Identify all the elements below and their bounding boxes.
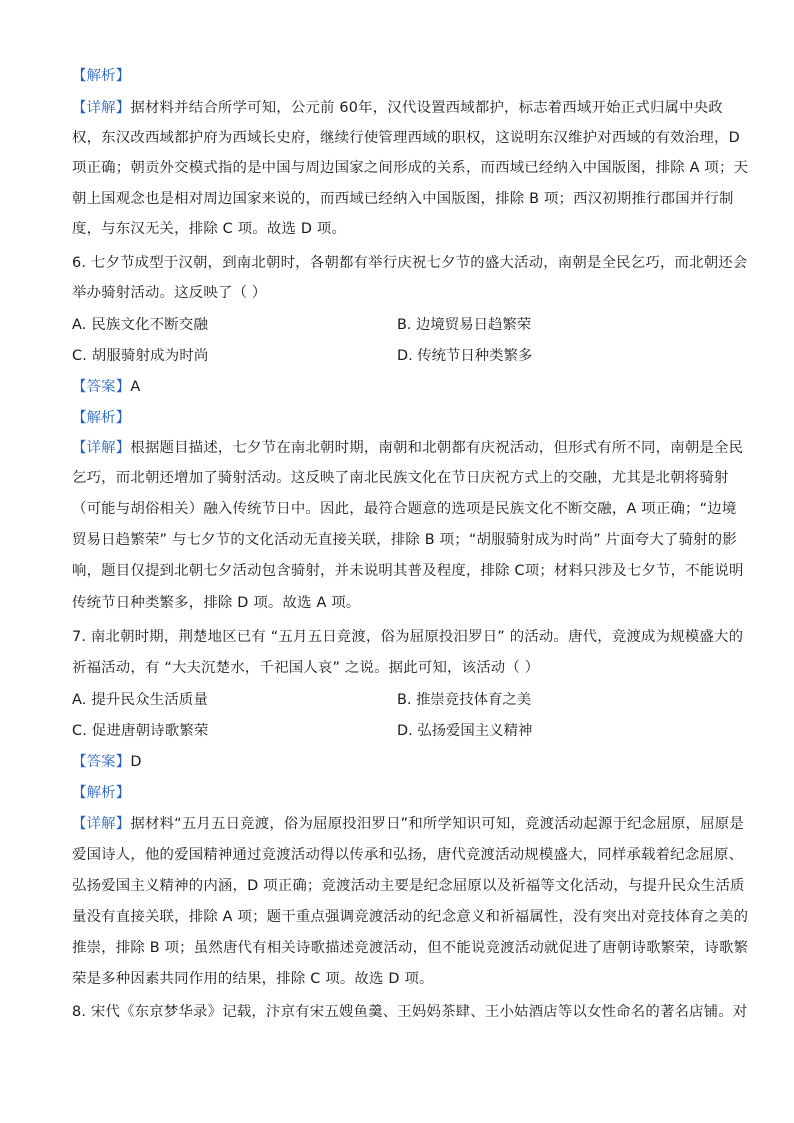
- question-stem: 8. 宋代《东京梦华录》记载，汴京有宋五嫂鱼羹、王妈妈茶肆、王小姑酒店等以女性命名的著名店铺。对: [72, 1004, 748, 1020]
- option-d: D. 传统节日种类繁多: [397, 348, 533, 364]
- detail-line: 贸易日趋繁荣” 与七夕节的文化活动无直接关联，排除 B 项；“胡服骑射成为时尚” 片面夸大了骑射的影: [72, 532, 737, 548]
- detail-line: 推崇，排除 B 项；虽然唐代有相关诗歌描述竞渡活动，但不能说竞渡活动就促进了唐朝诗歌繁荣，诗歌繁: [72, 940, 749, 956]
- detail-line: 【详解】据材料并结合所学可知，公元前 60年，汉代设置西域都护，标志着西域开始正式归属中央政: [72, 100, 723, 116]
- detail-line: 乞巧，而北朝还增加了骑射活动。这反映了南北民族文化在节日庆祝方式上的交融，尤其是北朝将骑射: [72, 470, 729, 486]
- detail-line: 权，东汉改西域都护府为西域长史府，继续行使管理西域的职权，这说明东汉维护对西域的有效治理，D: [72, 130, 740, 146]
- option-a: A. 提升民众生活质量: [72, 692, 209, 708]
- analysis-label: 【解析】: [72, 785, 131, 801]
- option-d: D. 弘扬爱国主义精神: [397, 723, 533, 739]
- detail-line: 项正确；朝贡外交模式指的是中国与周边国家之间形成的关系，而西域已经纳入中国版图，排除 A 项；天: [72, 160, 749, 176]
- detail-line: 爱国诗人，他的爱国精神通过竞渡活动得以传承和弘扬，唐代竞渡活动规模盛大，同样承载着纪念屈原、: [72, 847, 744, 863]
- question-stem: 举办骑射活动。这反映了（ ）: [72, 285, 267, 301]
- detail-line: 量没有直接关联，排除 A 项；题干重点强调竞渡活动的纪念意义和祈福属性，没有突出对竞技体育之美的: [72, 909, 749, 925]
- analysis-label: 【解析】: [72, 410, 131, 426]
- detail-line: 传统节日种类繁多，排除 D 项。故选 A 项。: [72, 595, 361, 611]
- detail-line: 响，题目仅提到北朝七夕活动包含骑射，并未说明其普及程度，排除 C项；材料只涉及七夕节，不能说明: [72, 563, 744, 579]
- answer-value: A: [130, 379, 141, 395]
- detail-line: 荣是多种因素共同作用的结果，排除 C 项。故选 D 项。: [72, 971, 434, 987]
- detail-line: 弘扬爱国主义精神的内涵，D 项正确；竞渡活动主要是纪念屈原以及祈福等文化活动，与提升民众生活质: [72, 878, 745, 894]
- answer-line: [72, 377, 140, 397]
- option-b: B. 推崇竞技体育之美: [397, 692, 532, 708]
- option-a: A. 民族文化不断交融: [72, 317, 209, 333]
- analysis-label: 【解析】: [72, 68, 131, 84]
- answer-line: [72, 752, 142, 772]
- question-stem: 祈福活动，有 “大夫沉楚水，千祀国人哀” 之说。据此可知，该活动（ ）: [72, 660, 540, 676]
- detail-line: 朝上国观念也是相对周边国家来说的，而西域已经纳入中国版图，排除 B 项；西汉初期推行郡国并行制: [72, 191, 734, 207]
- detail-label: 【详解】: [72, 100, 131, 116]
- option-b: B. 边境贸易日趋繁荣: [397, 317, 532, 333]
- answer-label: 【答案】: [72, 754, 131, 770]
- detail-line: 度，与东汉无关，排除 C 项。故选 D 项。: [72, 221, 347, 237]
- question-stem: 7. 南北朝时期，荆楚地区已有 “五月五日竞渡，俗为屈原投汨罗日” 的活动。唐代，竞渡成为规模盛大的: [72, 629, 744, 645]
- answer-value: D: [130, 754, 142, 770]
- detail-line: （可能与胡俗相关）融入传统节日中。因此，最符合题意的选项是民族文化不断交融，A 项正确；“边境: [72, 501, 737, 517]
- question-stem: 6. 七夕节成型于汉朝，到南北朝时，各朝都有举行庆祝七夕节的盛大活动，南朝是全民乞巧，而北朝还会: [72, 255, 748, 271]
- option-c: C. 胡服骑射成为时尚: [72, 348, 209, 364]
- detail-label: 【详解】: [72, 816, 131, 832]
- detail-line: 【详解】据材料“五月五日竞渡，俗为屈原投汨罗日”和所学知识可知，竞渡活动起源于纪念屈原，屈原是: [72, 816, 744, 832]
- option-c: C. 促进唐朝诗歌繁荣: [72, 723, 209, 739]
- detail-line: 【详解】根据题目描述，七夕节在南北朝时期，南朝和北朝都有庆祝活动，但形式有所不同，南朝是全民: [72, 440, 744, 456]
- answer-label: 【答案】: [72, 379, 131, 395]
- detail-label: 【详解】: [72, 440, 131, 456]
